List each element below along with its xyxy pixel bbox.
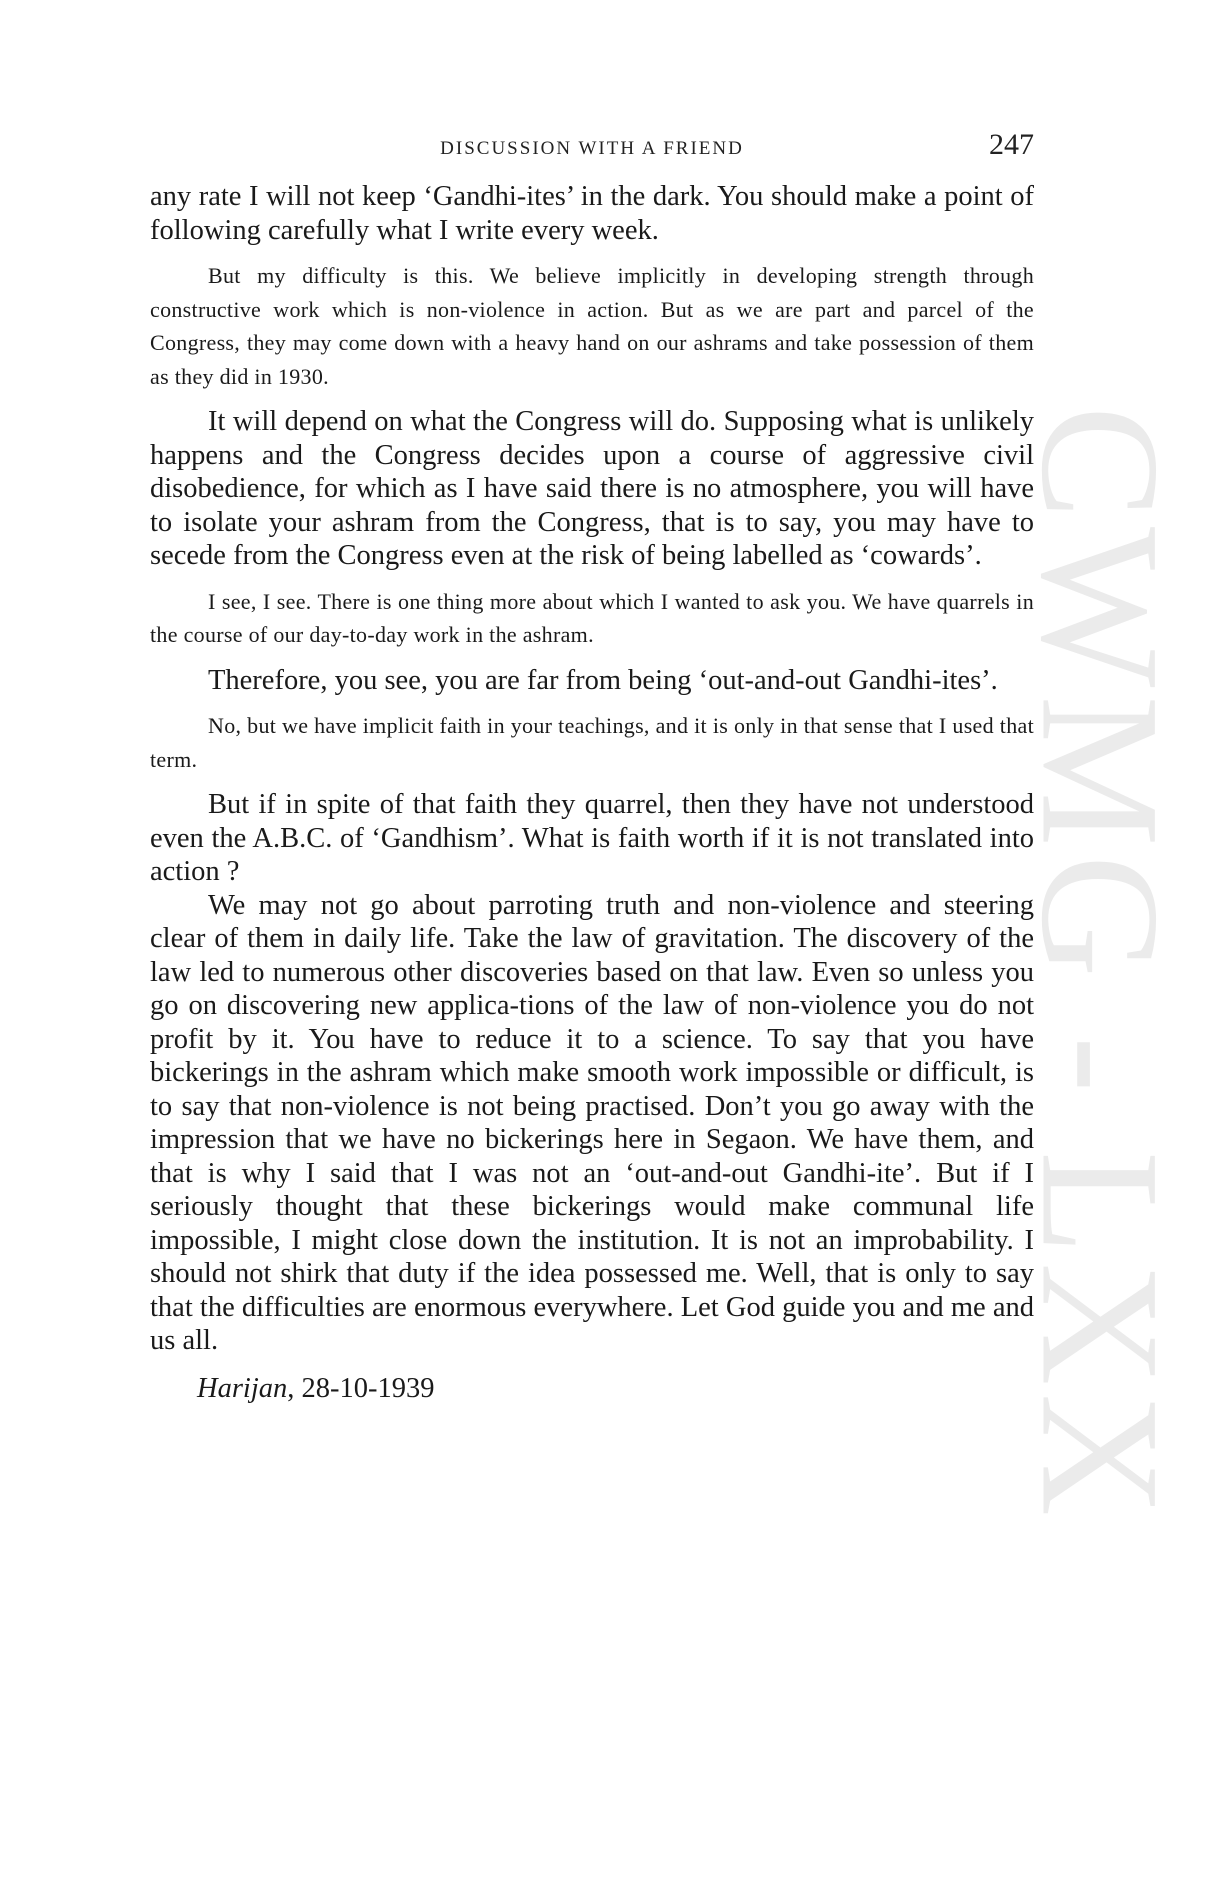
paragraph-question: But my difficulty is this. We believe implicitly in developing strength through constructive work which is non-violence in action. But as we are part and parcel of the Congress, they may come down with a heavy hand on our ashrams and take possession of them as they did in 1930. [150,263,1034,389]
running-title: DISCUSSION WITH A FRIEND [440,138,744,159]
page-number: 247 [989,128,1034,161]
paragraph-answer: Therefore, you see, you are far from being ‘out-and-out Gandhi-ites’. [208,664,998,696]
paragraph-answer: We may not go about parroting truth and non-violence and steering clear of them in daily life. Take the law of gravitation. The discovery of the law led to numerous other discoveries based on that law. Even so unless you go on discovering new applica-tions of the law of non-violence you do not profit by it. You have to reduce it to a science. To say that you have bickerings in the ashram which make smooth work impossible or difficult, is to say that non-violence is not being practised. Don’t you go away with the impression that we have no bickerings here in Segaon. We have them, and that is why I said that I was not an ‘out-and-out Gandhi-ite’. But if I seriously thought that these bickerings would make communal life impossible, I might close down the institution. It is not an improbability. I should not shirk that duty if the idea possessed me. Well, that is only to say that the difficulties are enormous everywhere. Let God guide you and me and us all. [150,889,1034,1356]
paragraph-continuation: any rate I will not keep ‘Gandhi-ites’ in the dark. You should make a point of following carefully what I write every week. [150,181,1034,246]
page-header [150,128,1034,168]
paragraph-question: No, but we have implicit faith in your teachings, and it is only in that sense that I used that term. [150,713,1034,772]
paragraph-answer: But if in spite of that faith they quarrel, then they have not understood even the A.B.C. of ‘Gandhism’. What is faith worth if it is not translated into action ? [150,789,1034,887]
publication-date: 28-10-1939 [301,1372,435,1404]
paragraph-answer: It will depend on what the Congress will do. Supposing what is unlikely happens and the Congress decides upon a course of aggressive civil disobedience, for which as I have said there is no atmosphere, you will have to isolate your ashram from the Congress, that is to say, you may have to secede from the Congress even at the risk of being labelled as ‘cowards’. [150,406,1034,571]
citation-separator: , [287,1372,302,1404]
source-citation [150,1372,1034,1406]
text-column [150,180,1034,1406]
publication-name: Harijan [197,1372,288,1404]
paragraph-question: I see, I see. There is one thing more about which I wanted to ask you. We have quarrels in the course of our day-to-day work in the ashram. [150,588,1034,647]
watermark-text: CWMG - LXX [1006,405,1195,1525]
